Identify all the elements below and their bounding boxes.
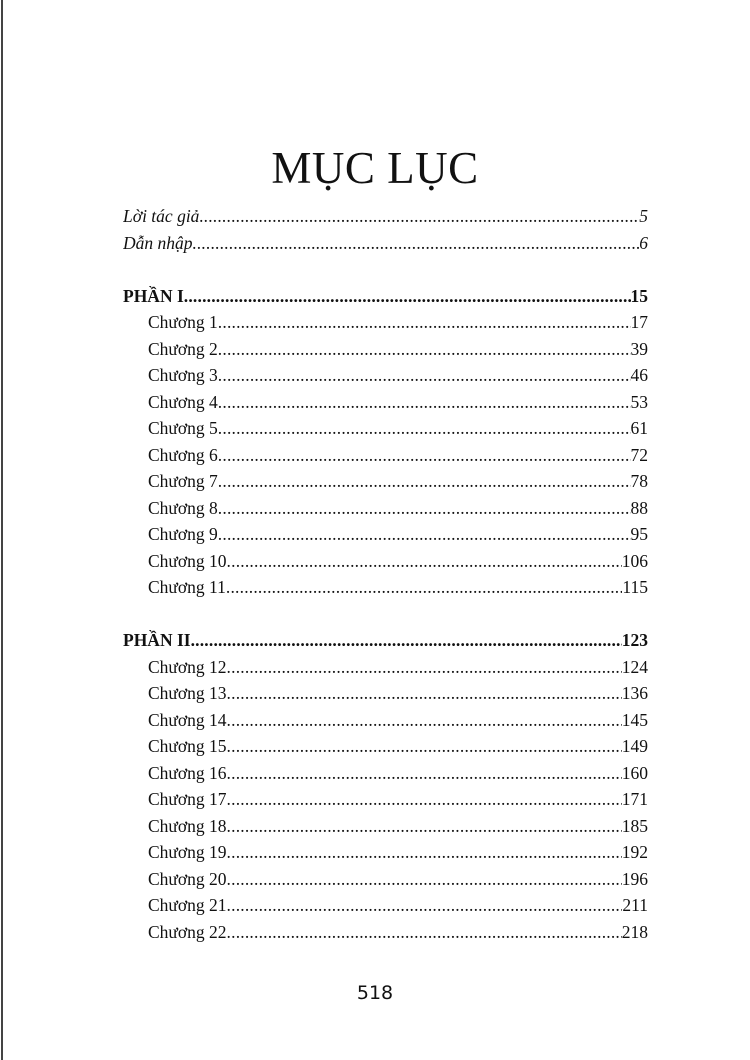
toc-entry-chapter[interactable] (123, 309, 648, 336)
toc-entry-chapter-page: 218 (621, 921, 648, 942)
dot-leader (191, 627, 622, 654)
toc-entry-chapter[interactable] (123, 760, 648, 787)
dot-leader (218, 442, 631, 469)
toc-entry-chapter-label: Chương 10 (148, 550, 227, 571)
toc-entry-chapter[interactable] (123, 442, 648, 469)
toc-entry-chapter-label: Chương 8 (148, 497, 218, 518)
dot-leader (199, 203, 639, 230)
toc-entry-chapter[interactable] (123, 336, 648, 363)
dot-leader (227, 866, 622, 893)
toc-entry-chapter[interactable] (123, 415, 648, 442)
toc-entry-chapter-label: Chương 19 (148, 842, 227, 862)
toc-entry-chapter-label: Chương 18 (148, 815, 227, 836)
toc-entry-chapter-label: Chương 21 (148, 895, 227, 915)
toc-entry-chapter-page: 17 (630, 312, 648, 332)
dot-leader (193, 230, 640, 257)
dot-leader (218, 389, 631, 416)
toc-entry-part[interactable] (123, 283, 648, 310)
toc-entry-chapter-page: 145 (621, 709, 648, 730)
toc-entry-chapter-page: 211 (622, 895, 648, 915)
toc-entry-chapter-label: Chương 13 (148, 683, 227, 703)
toc-entry-chapter[interactable] (123, 786, 648, 813)
toc-entry-chapter-page: 39 (630, 338, 648, 359)
dot-leader (227, 548, 622, 575)
toc-entry-chapter-label: Chương 4 (148, 391, 218, 412)
toc-entry-chapter-page: 124 (621, 656, 648, 677)
toc-entry-chapter[interactable] (123, 654, 648, 681)
dot-leader (227, 760, 622, 787)
toc-entry-chapter-page: 95 (630, 524, 648, 544)
toc-entry-chapter-page: 136 (621, 683, 648, 703)
toc-entry-chapter[interactable] (123, 919, 648, 946)
toc-entry-chapter[interactable] (123, 574, 648, 601)
toc-entry-chapter-label: Chương 11 (148, 577, 226, 597)
toc-entry-part-page: 15 (630, 285, 648, 306)
toc-entry-chapter-label: Chương 9 (148, 524, 218, 544)
toc-entry-chapter-label: Chương 6 (148, 444, 218, 465)
dot-leader (227, 786, 622, 813)
dot-leader (226, 574, 623, 601)
table-of-contents (123, 203, 648, 945)
toc-entry-chapter-page: 46 (630, 365, 648, 385)
toc-entry-chapter-label: Chương 12 (148, 656, 227, 677)
toc-entry-chapter[interactable] (123, 813, 648, 840)
toc-entry-chapter-label: Chương 17 (148, 789, 227, 809)
toc-entry-chapter[interactable] (123, 892, 648, 919)
toc-entry-chapter[interactable] (123, 866, 648, 893)
toc-entry-chapter[interactable] (123, 680, 648, 707)
dot-leader (218, 521, 631, 548)
toc-entry-chapter[interactable] (123, 707, 648, 734)
toc-entry-chapter-page: 149 (621, 736, 648, 756)
toc-entry-chapter[interactable] (123, 389, 648, 416)
toc-entry-chapter-label: Chương 1 (148, 312, 218, 332)
dot-leader (227, 733, 622, 760)
dot-leader (227, 680, 622, 707)
toc-entry-front-matter-page: 5 (639, 206, 648, 226)
dot-leader (227, 813, 622, 840)
toc-entry-part[interactable] (123, 627, 648, 654)
toc-entry-front-matter-page: 6 (639, 232, 648, 253)
toc-entry-chapter-label: Chương 20 (148, 868, 227, 889)
toc-entry-chapter[interactable] (123, 468, 648, 495)
toc-entry-chapter-page: 88 (630, 497, 648, 518)
toc-entry-chapter-page: 72 (630, 444, 648, 465)
toc-entry-chapter-label: Chương 14 (148, 709, 227, 730)
dot-leader (227, 707, 622, 734)
dot-leader (184, 283, 631, 310)
dot-leader (218, 362, 631, 389)
toc-entry-chapter[interactable] (123, 839, 648, 866)
page-title: MỤC LỤC (271, 143, 479, 193)
toc-entry-chapter[interactable] (123, 521, 648, 548)
toc-entry-chapter-page: 196 (621, 868, 648, 889)
toc-entry-chapter-label: Chương 3 (148, 365, 218, 385)
toc-entry-chapter-page: 61 (630, 418, 648, 438)
dot-leader (218, 309, 631, 336)
toc-entry-front-matter-label: Dẫn nhập (123, 232, 193, 253)
dot-leader (227, 919, 622, 946)
toc-entry-chapter-label: Chương 22 (148, 921, 227, 942)
toc-entry-chapter-label: Chương 2 (148, 338, 218, 359)
toc-entry-front-matter-label: Lời tác giả (123, 206, 200, 226)
toc-entry-chapter-page: 78 (630, 471, 648, 491)
dot-leader (227, 892, 623, 919)
dot-leader (218, 468, 631, 495)
toc-entry-chapter-page: 185 (621, 815, 648, 836)
toc-entry-part-page: 123 (621, 630, 648, 650)
toc-entry-front-matter[interactable] (123, 230, 648, 257)
dot-leader (218, 415, 631, 442)
page-number: 518 (356, 982, 394, 1004)
toc-entry-chapter-page: 171 (621, 789, 648, 809)
toc-entry-part-label: PHẦN I (123, 285, 184, 306)
toc-entry-chapter-label: Chương 7 (148, 471, 218, 491)
toc-entry-chapter-page: 160 (621, 762, 648, 783)
toc-entry-chapter-label: Chương 5 (148, 418, 218, 438)
dot-leader (218, 495, 631, 522)
dot-leader (227, 654, 622, 681)
dot-leader (218, 336, 631, 363)
toc-entry-front-matter[interactable] (123, 203, 648, 230)
toc-entry-chapter[interactable] (123, 495, 648, 522)
toc-entry-chapter-page: 53 (630, 391, 648, 412)
toc-entry-chapter-label: Chương 15 (148, 736, 227, 756)
toc-entry-chapter[interactable] (123, 548, 648, 575)
toc-entry-chapter[interactable] (123, 362, 648, 389)
toc-entry-chapter-label: Chương 16 (148, 762, 227, 783)
dot-leader (227, 839, 622, 866)
toc-entry-chapter[interactable] (123, 733, 648, 760)
toc-entry-chapter-page: 106 (621, 550, 648, 571)
toc-entry-chapter-page: 115 (622, 577, 648, 597)
toc-entry-part-label: PHẦN II (123, 630, 191, 650)
toc-entry-chapter-page: 192 (621, 842, 648, 862)
